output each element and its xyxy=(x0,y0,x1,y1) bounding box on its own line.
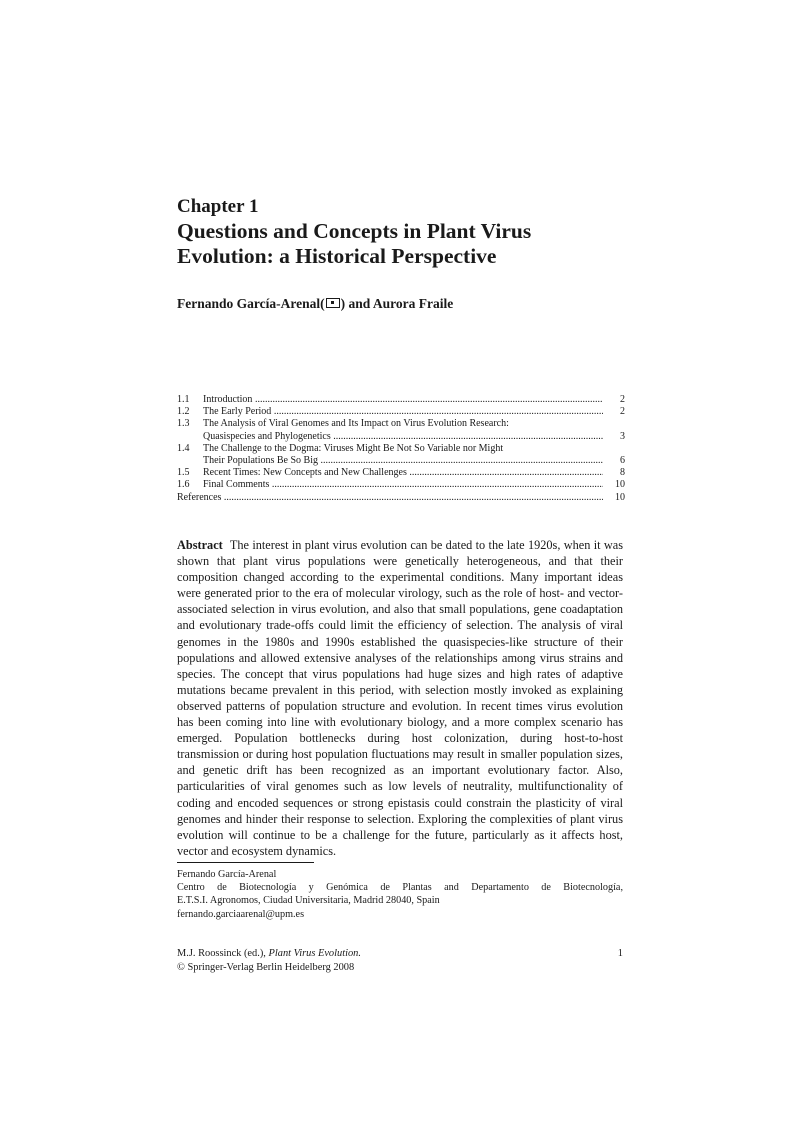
toc-page: 10 xyxy=(615,479,625,491)
author-name: Fernando García-Arenal xyxy=(177,296,321,311)
toc-page: 10 xyxy=(615,491,625,503)
footnote-divider xyxy=(177,862,314,863)
toc-number: 1.3 xyxy=(177,418,190,430)
chapter-label: Chapter 1 xyxy=(177,196,259,217)
envelope-icon[interactable] xyxy=(326,298,340,308)
toc-title: Recent Times: New Concepts and New Challenges ..... xyxy=(203,467,603,479)
toc-entry-references[interactable] xyxy=(177,492,625,504)
author-connector: and xyxy=(348,296,371,311)
toc-page: 2 xyxy=(620,406,625,418)
citation-block xyxy=(177,947,623,975)
toc-entry-continuation[interactable] xyxy=(177,455,625,467)
toc-entry[interactable] xyxy=(177,418,625,430)
abstract-body: The interest in plant virus evolution can be dated to the late 1920s, when it was shown that plant virus populations were genetically heterogeneous, and that their composition changed according to the experimental conditions. Many important ideas were generated prior to the era of molecular virology, such as the role of host- and vector-associated selection in virus evolution, and also that small populations, gene coadaptation and evolutionary trade-offs could limit the efficiency of selection. The analysis of viral genomes in the 1980s and 1990s established the quasispecies-like structure of their populations and allowed extensive analyses of the relationships among virus strains and species. The concept that virus populations had huge sizes and high rates of adaptive mutations became prevalent in this period, with selection mostly invoked as explaining observed patterns of population structure and evolution. In recent times virus evolution has been coming into line with evolutionary biology, and a more complex scenario has emerged. Population bottlenecks during host colonization, during host-to-host transmission or during host population fluctuations may result in smaller population sizes, and genetic drift has been recognized as an important evolutionary factor. Also, particularities of viral genomes such as low levels of neutrality, multifunctionality of coding and encoded sequences or strong epistasis could constrain the plasticity of viral genomes and hinder their response to selection. Exploring the complexities of plant virus evolution will continue to be a challenge for the future, particularly as it affects host, vector and ecosystem dynamics. xyxy=(177,538,623,858)
chapter-title-line-1: Questions and Concepts in Plant Virus xyxy=(177,219,532,243)
toc-number: 1.6 xyxy=(177,479,190,491)
toc-title: The Analysis of Viral Genomes and Its Impact on Virus Evolution Research: xyxy=(203,418,509,430)
author-name: Aurora Fraile xyxy=(372,296,454,311)
toc-entry-continuation[interactable] xyxy=(177,431,625,443)
authors: Fernando García-Arenal( ) and Aurora Fraile xyxy=(177,296,454,311)
toc-title: Introduction ..... xyxy=(203,394,603,406)
footnote-affiliation: Centro de Biotecnología y Genómica de Plantas and Departamento de Biotecnología, xyxy=(177,882,623,894)
toc-number: 1.4 xyxy=(177,442,190,454)
citation-book-title: Plant Virus Evolution. xyxy=(268,948,361,959)
toc-page: 6 xyxy=(620,454,625,466)
page-number: 1 xyxy=(617,948,623,959)
footnote-email[interactable]: fernando.garciaarenal@upm.es xyxy=(177,908,305,920)
chapter-title-line-2: Evolution: a Historical Perspective xyxy=(177,243,497,268)
toc-number: 1.5 xyxy=(177,467,190,479)
toc-number: 1.2 xyxy=(177,406,190,418)
abstract xyxy=(177,537,623,859)
chapter-title xyxy=(177,219,627,268)
toc-title: The Challenge to the Dogma: Viruses Might Be Not So Variable nor Might xyxy=(203,442,504,454)
toc-entry[interactable] xyxy=(177,467,625,479)
toc-entry[interactable] xyxy=(177,394,625,406)
toc-page: 2 xyxy=(620,394,625,405)
toc-title: Final Comments ..... xyxy=(203,479,603,491)
table-of-contents xyxy=(177,394,625,504)
citation-editor: M.J. Roossinck (ed.), xyxy=(177,948,266,959)
citation-line xyxy=(177,947,623,961)
toc-title: References ..... xyxy=(177,492,603,504)
toc-entry[interactable] xyxy=(177,406,625,418)
footnote-name: Fernando García-Arenal xyxy=(177,869,277,880)
copyright-line: © Springer-Verlag Berlin Heidelberg 2008 xyxy=(177,962,355,973)
toc-entry[interactable] xyxy=(177,479,625,491)
toc-number: 1.1 xyxy=(177,394,190,405)
toc-title-continued: Their Populations Be So Big ..... xyxy=(203,455,603,467)
author-footnote xyxy=(177,868,623,921)
toc-title: The Early Period ..... xyxy=(203,406,603,418)
toc-title-continued: Quasispecies and Phylogenetics ..... xyxy=(203,431,603,443)
footnote-address: E.T.S.I. Agronomos, Ciudad Universitaria, Madrid 28040, Spain xyxy=(177,895,440,907)
toc-page: 3 xyxy=(620,430,625,442)
abstract-heading: Abstract xyxy=(177,538,223,552)
toc-page: 8 xyxy=(620,467,625,479)
toc-entry[interactable] xyxy=(177,443,625,455)
